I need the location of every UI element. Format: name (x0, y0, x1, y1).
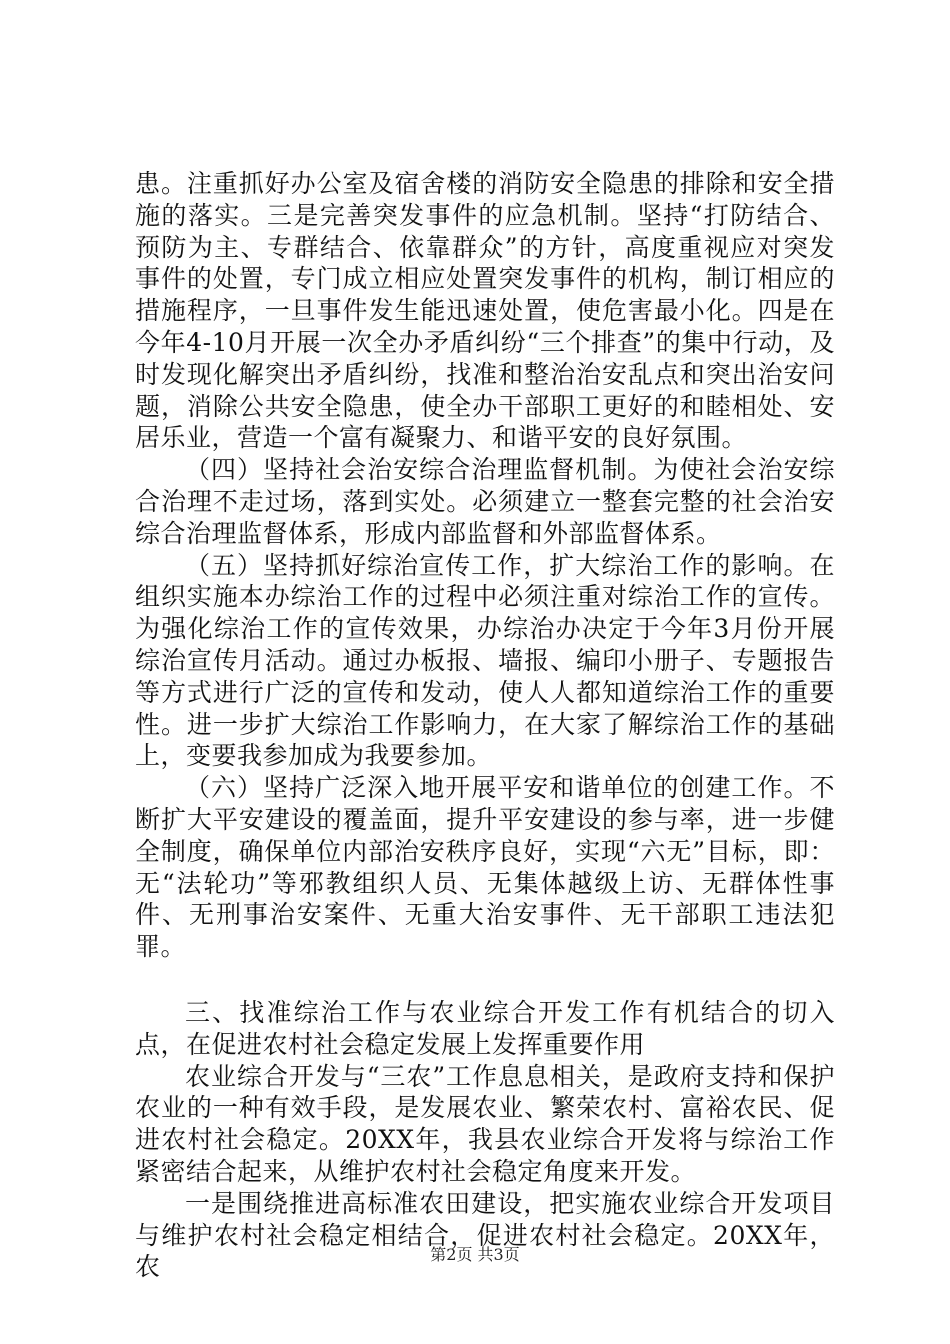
paragraph-agri-intro: 农业综合开发与“三农”工作息息相关，是政府支持和保护农业的一种有效手段，是发展农业、繁荣农村、富裕农民、促进农村社会稳定。20XX年，我县农业综合开发将与综治工作紧密结合起来，从维护农村社会稳定角度来开发。 (135, 1061, 835, 1186)
paragraph-section-5: （五）坚持抓好综治宣传工作，扩大综治工作的影响。在组织实施本办综治工作的过程中必须注重对综治工作的宣传。为强化综治工作的宣传效果，办综治办决定于今年3月份开展综治宣传月活动。通过办板报、墙报、编印小册子、专题报告等方式进行广泛的宣传和发动，使人人都知道综治工作的重要性。进一步扩大综治工作影响力，在大家了解综治工作的基础上，变要我参加成为我要参加。 (135, 550, 835, 771)
paragraph-spacer (135, 963, 835, 997)
paragraph-point-1: 一是围绕推进高标准农田建设，把实施农业综合开发项目与维护农村社会稳定相结合，促进农村社会稳定。20XX年，农 (135, 1188, 835, 1282)
paragraph-section-6: （六）坚持广泛深入地开展平安和谐单位的创建工作。不断扩大平安建设的覆盖面，提升平安建设的参与率，进一步健全制度，确保单位内部治安秩序良好，实现“六无”目标，即：无“法轮功”等邪教组织人员、无集体越级上访、无群体性事件、无刑事治安案件、无重大治安事件、无干部职工违法犯罪。 (135, 773, 835, 962)
page-footer: 第2页 共3页 (430, 1245, 520, 1264)
document-body (135, 168, 835, 1283)
paragraph-section-4: （四）坚持社会治安综合治理监督机制。为使社会治安综合治理不走过场，落到实处。必须建立一整套完整的社会治安综合治理监督体系，形成内部监督和外部监督体系。 (135, 455, 835, 548)
section-heading-3: 三、找准综治工作与农业综合开发工作有机结合的切入点，在促进农村社会稳定发展上发挥重要作用 (135, 997, 835, 1059)
paragraph-continued: 患。注重抓好办公室及宿舍楼的消防安全隐患的排除和安全措施的落实。三是完善突发事件的应急机制。坚持“打防结合、预防为主、专群结合、依靠群众”的方针，高度重视应对突发事件的处置，专门成立相应处置突发事件的机构，制订相应的措施程序，一旦事件发生能迅速处置，使危害最小化。四是在今年4-10月开展一次全办矛盾纠纷“三个排查”的集中行动，及时发现化解突出矛盾纠纷，找准和整治治安乱点和突出治安问题，消除公共安全隐患，使全办干部职工更好的和睦相处、安居乐业，营造一个富有凝聚力、和谐平安的良好氛围。 (135, 169, 835, 453)
